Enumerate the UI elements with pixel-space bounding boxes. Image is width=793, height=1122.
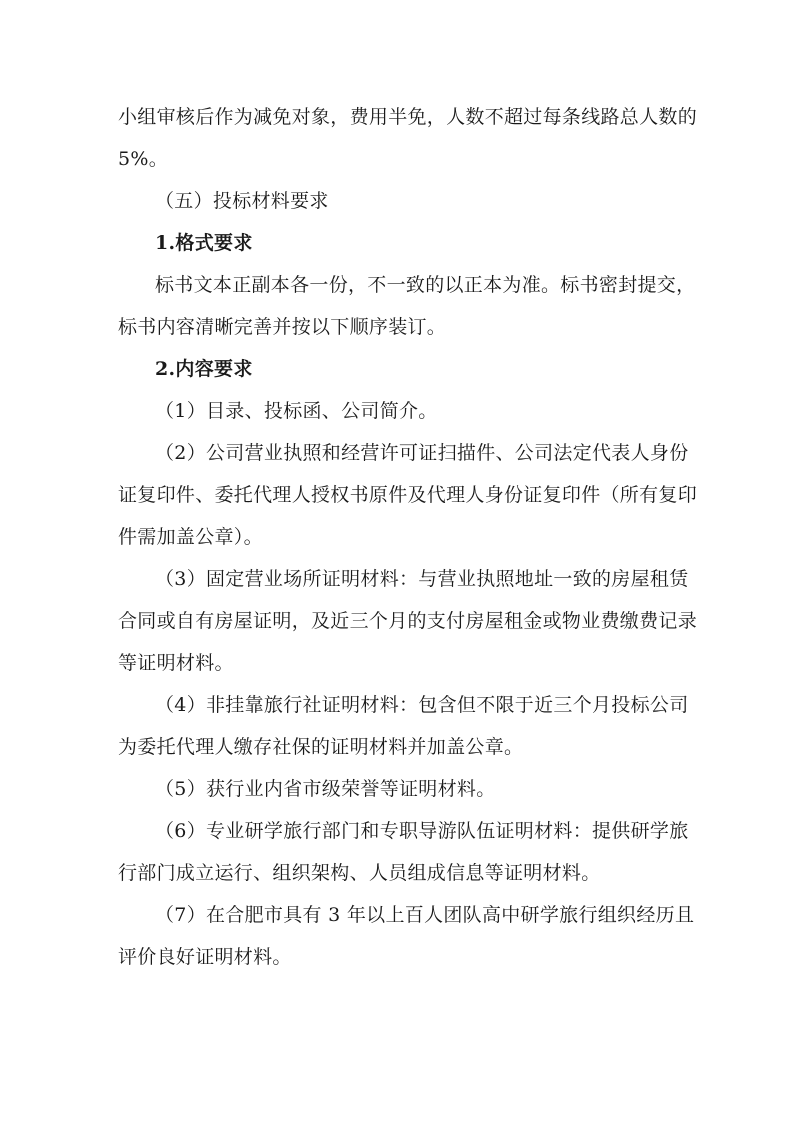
paragraph-line: 小组审核后作为减免对象，费用半免，人数不超过每条线路总人数的 (118, 106, 698, 128)
subsection-heading: 1.格式要求 (155, 232, 253, 254)
paragraph-line: 行部门成立运行、组织架构、人员组成信息等证明材料。 (118, 862, 601, 884)
paragraph-line: 合同或自有房屋证明，及近三个月的支付房屋租金或物业费缴费记录 (118, 610, 698, 632)
list-item: （2）公司营业执照和经营许可证扫描件、公司法定代表人身份 (155, 442, 689, 464)
paragraph-line: 评价良好证明材料。 (118, 946, 292, 968)
list-item: （3）固定营业场所证明材料：与营业执照地址一致的房屋租赁 (155, 568, 689, 590)
list-item: （5）获行业内省市级荣誉等证明材料。 (155, 778, 496, 800)
list-item: （7）在合肥市具有 3 年以上百人团队高中研学旅行组织经历且 (155, 904, 695, 926)
paragraph-line: 标书文本正副本各一份，不一致的以正本为准。标书密封提交， (155, 274, 696, 296)
paragraph-line: 5%。 (118, 148, 169, 170)
paragraph-line: 标书内容清晰完善并按以下顺序装订。 (118, 316, 447, 338)
paragraph-line: 证复印件、委托代理人授权书原件及代理人身份证复印件（所有复印 (118, 484, 698, 506)
section-heading: （五）投标材料要求 (155, 190, 329, 212)
paragraph-line: 等证明材料。 (118, 652, 234, 674)
list-item: （6）专业研学旅行部门和专职导游队伍证明材料：提供研学旅 (155, 820, 689, 842)
paragraph-line: 为委托代理人缴存社保的证明材料并加盖公章。 (118, 736, 524, 758)
subsection-heading: 2.内容要求 (155, 358, 253, 380)
list-item: （1）目录、投标函、公司简介。 (155, 400, 438, 422)
list-item: （4）非挂靠旅行社证明材料：包含但不限于近三个月投标公司 (155, 694, 689, 716)
paragraph-line: 件需加盖公章）。 (118, 526, 263, 548)
